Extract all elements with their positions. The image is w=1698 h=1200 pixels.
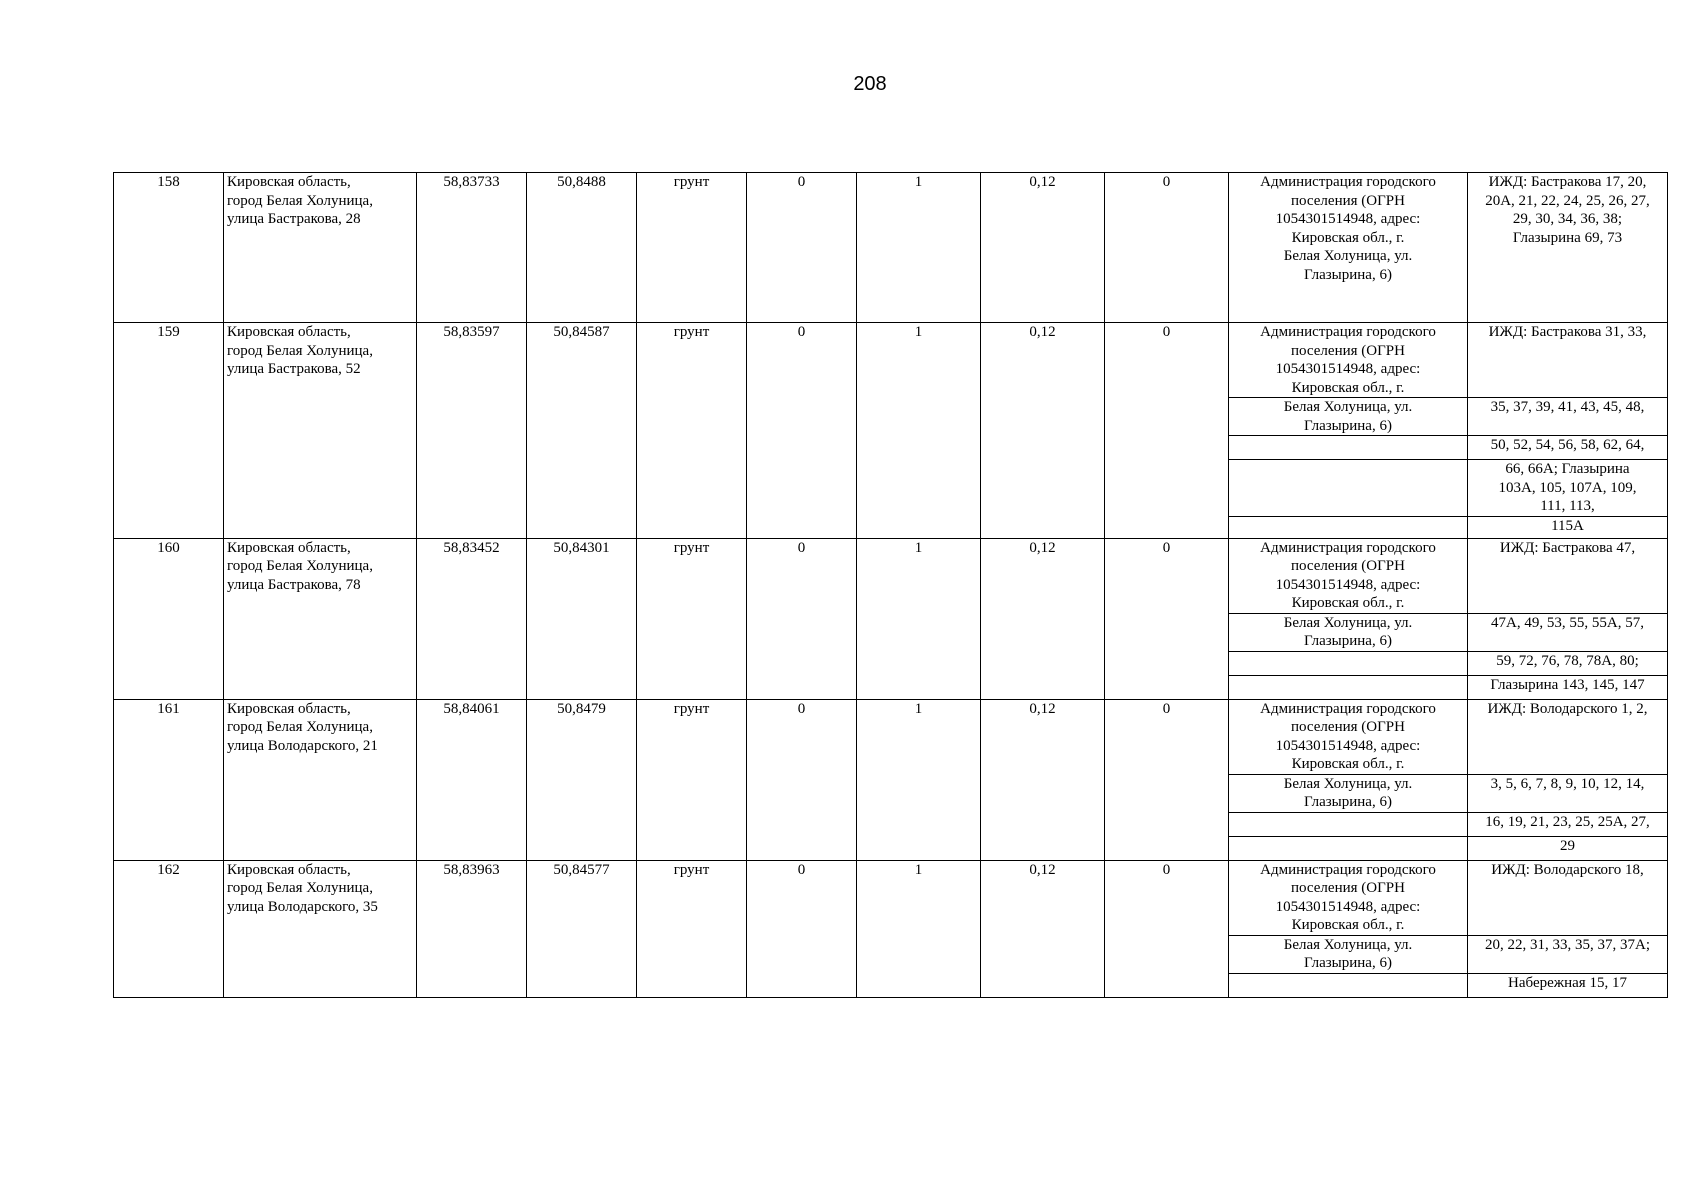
planned-container-count-cell: 0	[1105, 538, 1229, 699]
owner-cell	[1229, 651, 1468, 675]
owner-cell	[1229, 973, 1468, 997]
surface-type-cell: грунт	[637, 173, 747, 323]
owner-cell	[1229, 836, 1468, 860]
site-area-cell: 0	[747, 323, 857, 539]
waste-source-cell: Набережная 15, 17	[1468, 973, 1668, 997]
waste-source-cell: 3, 5, 6, 7, 8, 9, 10, 12, 14,	[1468, 774, 1668, 812]
table-row	[114, 173, 1668, 323]
owner-cell: Администрация городского поселения (ОГРН 1054301514948, адрес: Кировская обл., г.	[1229, 860, 1468, 935]
waste-source-cell: 29	[1468, 836, 1668, 860]
owner-cell: Администрация городского поселения (ОГРН 1054301514948, адрес: Кировская обл., г.	[1229, 699, 1468, 774]
site-area-cell: 0	[747, 173, 857, 323]
container-count-cell: 1	[857, 538, 981, 699]
planned-container-count-cell: 0	[1105, 173, 1229, 323]
waste-source-cell: 50, 52, 54, 56, 58, 62, 64,	[1468, 436, 1668, 460]
site-area-cell: 0	[747, 699, 857, 860]
table-row	[114, 323, 1668, 398]
owner-cell: Белая Холуница, ул. Глазырина, 6)	[1229, 398, 1468, 436]
latitude-cell: 58,84061	[417, 699, 527, 860]
longitude-cell: 50,84577	[527, 860, 637, 997]
site-address-cell: Кировская область, город Белая Холуница, улица Бастракова, 28	[224, 173, 417, 323]
waste-source-cell: 115А	[1468, 516, 1668, 538]
container-sites-table	[113, 172, 1668, 998]
waste-source-cell: ИЖД: Володарского 1, 2,	[1468, 699, 1668, 774]
row-number-cell: 162	[114, 860, 224, 997]
table-row	[114, 538, 1668, 613]
container-count-cell: 1	[857, 860, 981, 997]
waste-source-cell: ИЖД: Володарского 18,	[1468, 860, 1668, 935]
longitude-cell: 50,84587	[527, 323, 637, 539]
surface-type-cell: грунт	[637, 699, 747, 860]
latitude-cell: 58,83963	[417, 860, 527, 997]
container-volume-cell: 0,12	[981, 538, 1105, 699]
surface-type-cell: грунт	[637, 538, 747, 699]
site-address-cell: Кировская область, город Белая Холуница, улица Бастракова, 52	[224, 323, 417, 539]
owner-cell: Администрация городского поселения (ОГРН 1054301514948, адрес: Кировская обл., г.	[1229, 323, 1468, 398]
latitude-cell: 58,83733	[417, 173, 527, 323]
waste-source-cell: ИЖД: Бастракова 31, 33,	[1468, 323, 1668, 398]
surface-type-cell: грунт	[637, 860, 747, 997]
site-address-cell: Кировская область, город Белая Холуница, улица Володарского, 21	[224, 699, 417, 860]
table-body	[114, 173, 1668, 998]
site-area-cell: 0	[747, 860, 857, 997]
page-number: 208	[853, 73, 887, 95]
row-number-cell: 158	[114, 173, 224, 323]
waste-source-cell: Глазырина 143, 145, 147	[1468, 675, 1668, 699]
site-address-cell: Кировская область, город Белая Холуница, улица Бастракова, 78	[224, 538, 417, 699]
owner-cell	[1229, 460, 1468, 517]
container-volume-cell: 0,12	[981, 173, 1105, 323]
planned-container-count-cell: 0	[1105, 323, 1229, 539]
table-row	[114, 699, 1668, 774]
waste-source-cell: ИЖД: Бастракова 17, 20, 20А, 21, 22, 24, 25, 26, 27, 29, 30, 34, 36, 38; Глазырина 69, 73	[1468, 173, 1668, 323]
row-number-cell: 160	[114, 538, 224, 699]
site-address-cell: Кировская область, город Белая Холуница, улица Володарского, 35	[224, 860, 417, 997]
owner-cell: Администрация городского поселения (ОГРН 1054301514948, адрес: Кировская обл., г. Белая Холуница, ул. Глазырина, 6)	[1229, 173, 1468, 323]
row-number-cell: 159	[114, 323, 224, 539]
longitude-cell: 50,8488	[527, 173, 637, 323]
waste-source-cell: 16, 19, 21, 23, 25, 25А, 27,	[1468, 812, 1668, 836]
longitude-cell: 50,8479	[527, 699, 637, 860]
container-volume-cell: 0,12	[981, 860, 1105, 997]
container-count-cell: 1	[857, 323, 981, 539]
waste-source-cell: 20, 22, 31, 33, 35, 37, 37А;	[1468, 935, 1668, 973]
container-volume-cell: 0,12	[981, 699, 1105, 860]
waste-source-cell: 59, 72, 76, 78, 78А, 80;	[1468, 651, 1668, 675]
waste-source-cell: 47А, 49, 53, 55, 55А, 57,	[1468, 613, 1668, 651]
waste-source-cell: 66, 66А; Глазырина 103А, 105, 107А, 109, 111, 113,	[1468, 460, 1668, 517]
row-number-cell: 161	[114, 699, 224, 860]
container-count-cell: 1	[857, 173, 981, 323]
surface-type-cell: грунт	[637, 323, 747, 539]
owner-cell	[1229, 675, 1468, 699]
waste-source-cell: 35, 37, 39, 41, 43, 45, 48,	[1468, 398, 1668, 436]
owner-cell	[1229, 436, 1468, 460]
owner-cell: Белая Холуница, ул. Глазырина, 6)	[1229, 613, 1468, 651]
owner-cell: Белая Холуница, ул. Глазырина, 6)	[1229, 774, 1468, 812]
site-area-cell: 0	[747, 538, 857, 699]
planned-container-count-cell: 0	[1105, 699, 1229, 860]
waste-source-cell: ИЖД: Бастракова 47,	[1468, 538, 1668, 613]
table-row	[114, 860, 1668, 935]
longitude-cell: 50,84301	[527, 538, 637, 699]
latitude-cell: 58,83452	[417, 538, 527, 699]
container-count-cell: 1	[857, 699, 981, 860]
owner-cell: Белая Холуница, ул. Глазырина, 6)	[1229, 935, 1468, 973]
owner-cell: Администрация городского поселения (ОГРН 1054301514948, адрес: Кировская обл., г.	[1229, 538, 1468, 613]
owner-cell	[1229, 516, 1468, 538]
latitude-cell: 58,83597	[417, 323, 527, 539]
planned-container-count-cell: 0	[1105, 860, 1229, 997]
owner-cell	[1229, 812, 1468, 836]
container-volume-cell: 0,12	[981, 323, 1105, 539]
